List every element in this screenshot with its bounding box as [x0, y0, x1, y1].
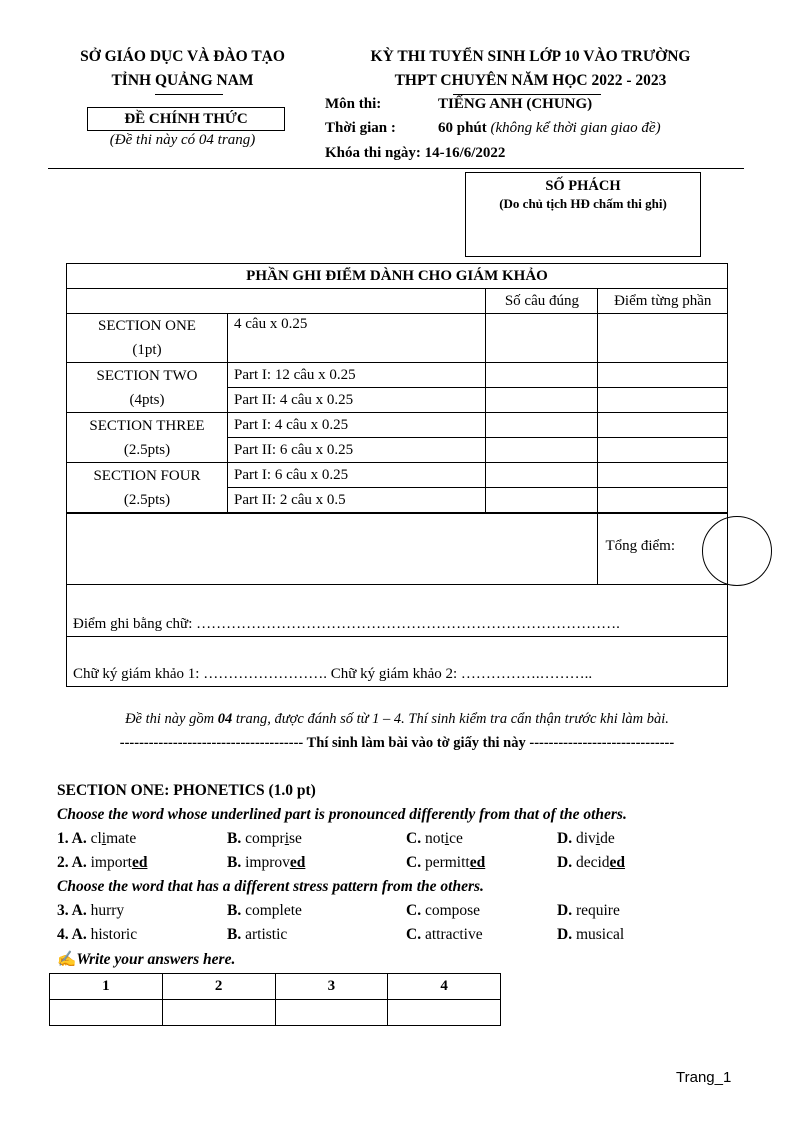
answer-table [49, 973, 501, 1026]
exam-title-line1: KỲ THI TUYỂN SINH LỚP 10 VÀO TRƯỜNG [370, 48, 691, 65]
points-input-5[interactable] [598, 438, 728, 463]
section-one-part: 4 câu x 0.25 [228, 314, 486, 363]
points-input-3[interactable] [598, 388, 728, 413]
section-four-part1: Part I: 6 câu x 0.25 [228, 463, 486, 488]
section-two-cell: SECTION TWO (4pts) [67, 363, 228, 413]
subject-label: Môn thi: [325, 96, 382, 112]
correct-input-5[interactable] [486, 438, 598, 463]
pen-icon: ✍ [57, 951, 77, 968]
pages-notice: Đề thi này gồm 04 trang, được đánh số từ 1 – 4. Thí sinh kiểm tra cẩn thận trước khi làm bài. [125, 711, 669, 727]
write-answers-line: ✍Write your answers here. [57, 951, 236, 968]
page-number: Trang_1 [676, 1069, 732, 1086]
divider [155, 94, 223, 95]
section-three-part2: Part II: 6 câu x 0.25 [228, 438, 486, 463]
department-line1: SỞ GIÁO DỤC VÀ ĐÀO TẠO [80, 48, 285, 65]
answer-cell-3[interactable] [275, 1000, 388, 1026]
section-one-title: SECTION ONE: PHONETICS (1.0 pt) [57, 782, 316, 799]
time-note: (không kể thời gian giao đề) [490, 120, 661, 136]
correct-input-6[interactable] [486, 463, 598, 488]
time-line [438, 120, 661, 137]
answer-header-4: 4 [388, 974, 501, 1000]
col-correct-header: Số câu đúng [486, 289, 598, 314]
answer-cell-4[interactable] [388, 1000, 501, 1026]
answer-header-3: 3 [275, 974, 388, 1000]
section-two-part1: Part I: 12 câu x 0.25 [228, 363, 486, 388]
examiner-signatures: Chữ ký giám khảo 1: ……………………. Chữ ký giám khảo 2: …………….……….. [67, 637, 728, 687]
correct-input-7[interactable] [486, 488, 598, 514]
points-input-2[interactable] [598, 363, 728, 388]
score-table [66, 263, 728, 687]
so-phach-note: (Do chủ tịch HĐ chấm thi ghi) [499, 196, 667, 211]
section-three-part1: Part I: 4 câu x 0.25 [228, 413, 486, 438]
exam-date: Khóa thi ngày: 14-16/6/2022 [325, 145, 506, 161]
total-score-cell [598, 513, 728, 585]
exam-title-line2: THPT CHUYÊN NĂM HỌC 2022 - 2023 [394, 72, 667, 89]
question-4: 4. A. historic B. artistic C. attractive D. musical [57, 926, 625, 943]
correct-input-2[interactable] [486, 363, 598, 388]
answer-cell-2[interactable] [162, 1000, 275, 1026]
instruction-stress: Choose the word that has a different stress pattern from the others. [57, 878, 484, 895]
time-label: Thời gian : [325, 120, 396, 136]
header-rule [48, 168, 744, 169]
correct-input-1[interactable] [486, 314, 598, 363]
answer-header-1: 1 [50, 974, 163, 1000]
answer-sheet-notice: -------------------------------------- Thí sinh làm bài vào tờ giấy thi này ------------------------------ [119, 735, 675, 751]
official-label: ĐỀ CHÍNH THỨC [87, 107, 285, 131]
total-score-circle[interactable] [702, 516, 772, 586]
total-score-label: Tổng điểm: [605, 538, 676, 554]
pages-note: (Đề thi này có 04 trang) [109, 132, 256, 148]
divider [453, 94, 601, 95]
department-line2: TỈNH QUẢNG NAM [111, 72, 254, 89]
question-3: 3. A. hurry B. complete C. compose D. require [57, 902, 620, 919]
so-phach-title: SỐ PHÁCH [545, 178, 621, 194]
answer-cell-1[interactable] [50, 1000, 163, 1026]
section-four-cell: SECTION FOUR (2.5pts) [67, 463, 228, 514]
section-two-part2: Part II: 4 câu x 0.25 [228, 388, 486, 413]
correct-input-3[interactable] [486, 388, 598, 413]
answer-header-2: 2 [162, 974, 275, 1000]
question-2: 2. A. imported B. improved C. permitted D. decided [57, 854, 626, 871]
points-input-1[interactable] [598, 314, 728, 363]
question-1: 1. A. climate B. comprise C. notice D. divide [57, 830, 615, 847]
section-three-cell: SECTION THREE (2.5pts) [67, 413, 228, 463]
points-input-4[interactable] [598, 413, 728, 438]
correct-input-4[interactable] [486, 413, 598, 438]
score-in-words: Điểm ghi bằng chữ: …………………………………………………………………………. [67, 585, 728, 637]
points-input-7[interactable] [598, 488, 728, 514]
points-input-6[interactable] [598, 463, 728, 488]
section-one-cell: SECTION ONE (1pt) [67, 314, 228, 363]
so-phach-box [465, 172, 701, 257]
subject-value: TIẾNG ANH (CHUNG) [438, 96, 593, 112]
instruction-pronunciation: Choose the word whose underlined part is pronounced differently from that of the others. [57, 806, 627, 823]
col-points-header: Điểm từng phần [598, 289, 728, 314]
score-table-title: PHẦN GHI ĐIỂM DÀNH CHO GIÁM KHẢO [67, 264, 728, 289]
time-value: 60 phút [438, 120, 487, 136]
section-four-part2: Part II: 2 câu x 0.5 [228, 488, 486, 514]
